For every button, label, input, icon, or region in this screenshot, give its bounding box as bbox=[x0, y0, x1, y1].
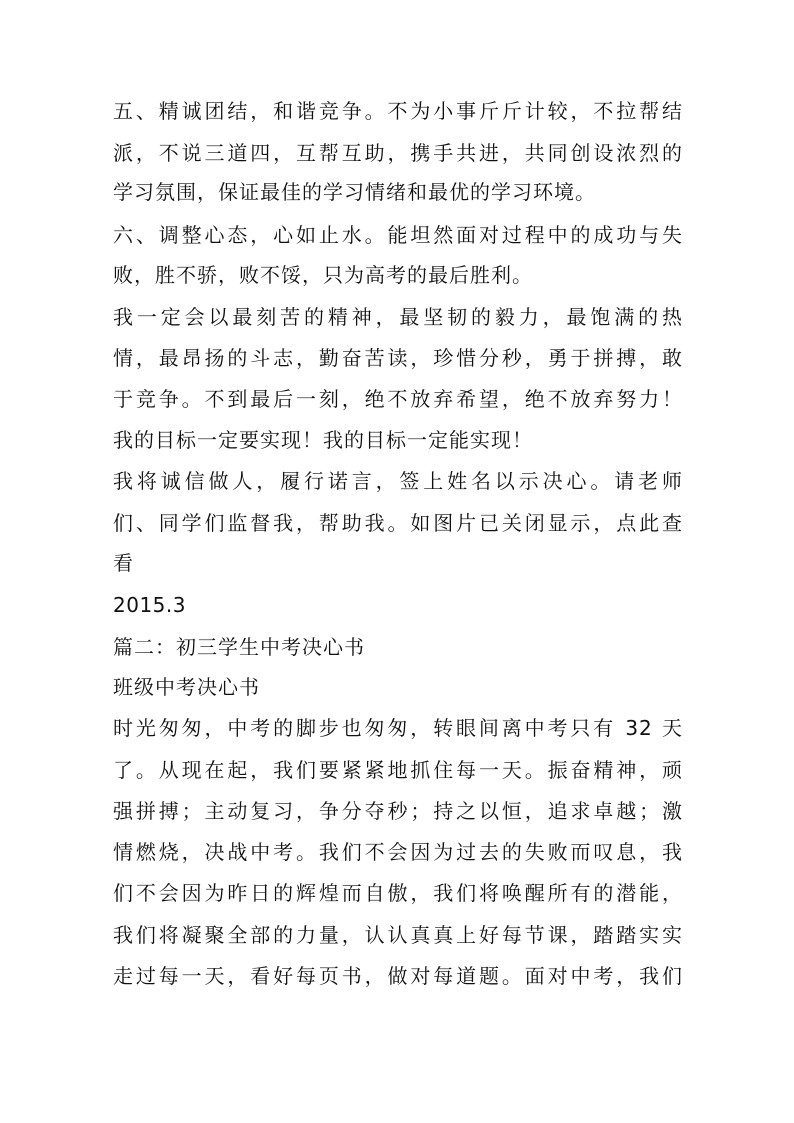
text-line: 时光匆匆，中考的脚步也匆匆，转眼间离中考只有 32 天 bbox=[113, 716, 683, 740]
text-line: 派，不说三道四，互帮互助，携手共进，共同创设浓烈的 bbox=[113, 141, 683, 165]
date-line: 2015.3 bbox=[113, 593, 186, 617]
text-line: 学习氛围，保证最佳的学习情绪和最优的学习环境。 bbox=[113, 180, 596, 204]
section-subheading: 班级中考决心书 bbox=[113, 675, 260, 699]
text-line: 们、同学们监督我，帮助我。如图片已关闭显示，点此查 bbox=[113, 511, 683, 535]
text-line: 五、精诚团结，和谐竞争。不为小事斤斤计较，不拉帮结 bbox=[113, 99, 683, 123]
section-heading: 篇二：初三学生中考决心书 bbox=[113, 635, 365, 659]
text-line: 看 bbox=[113, 551, 134, 575]
text-line: 们不会因为昨日的辉煌而自傲，我们将唤醒所有的潜能， bbox=[113, 881, 683, 905]
text-line: 我一定会以最刻苦的精神，最坚韧的毅力，最饱满的热 bbox=[113, 305, 683, 329]
text-line: 我的目标一定要实现！我的目标一定能实现！ bbox=[113, 428, 533, 452]
text-line: 情，最昂扬的斗志，勤奋苦读，珍惜分秒，勇于拼搏，敢 bbox=[113, 346, 683, 370]
text-line: 走过每一天，看好每页书，做对每道题。面对中考，我们 bbox=[113, 964, 683, 988]
text-line: 情燃烧，决战中考。我们不会因为过去的失败而叹息，我 bbox=[113, 840, 683, 864]
text-line: 我将诚信做人，履行诺言，签上姓名以示决心。请老师 bbox=[113, 469, 683, 493]
text-line: 了。从现在起，我们要紧紧地抓住每一天。振奋精神，顽 bbox=[113, 758, 683, 782]
text-line: 强拼搏；主动复习，争分夺秒；持之以恒，追求卓越；激 bbox=[113, 799, 683, 823]
text-line: 败，胜不骄，败不馁，只为高考的最后胜利。 bbox=[113, 263, 533, 287]
text-line: 六、调整心态，心如止水。能坦然面对过程中的成功与失 bbox=[113, 223, 683, 247]
text-line: 于竞争。不到最后一刻，绝不放弃希望，绝不放弃努力！ bbox=[113, 387, 683, 411]
text-line: 我们将凝聚全部的力量，认认真真上好每节课，踏踏实实 bbox=[113, 923, 683, 947]
